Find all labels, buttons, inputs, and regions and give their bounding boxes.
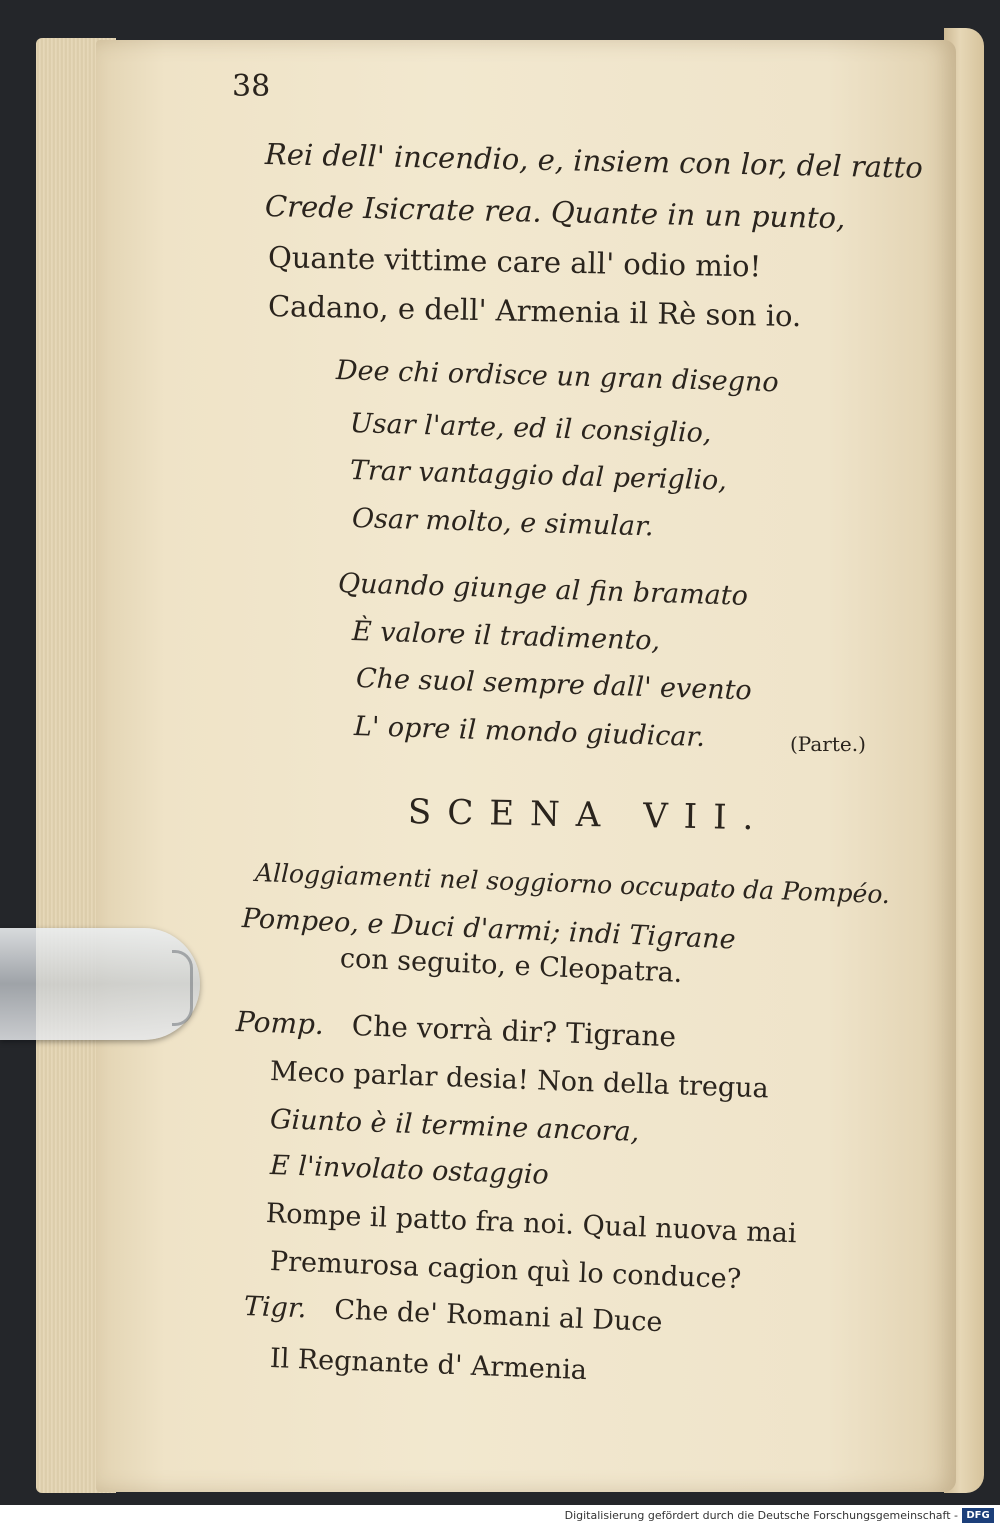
aria-line-7: Che suol sempre dall' evento	[355, 663, 753, 707]
recitative-line-1: Rei dell' incendio, e, insiem con lor, del ratto	[264, 137, 924, 185]
speaker-label: Tigr.	[243, 1291, 308, 1325]
dialogue-line-7	[243, 1291, 663, 1339]
dialogue-line-2: Meco parlar desia! Non della tregua	[269, 1056, 770, 1105]
stage-direction-exit: (Parte.)	[790, 732, 866, 756]
aria-line-5: Quando giunge al fin bramato	[337, 568, 749, 612]
characters-line-2: con seguito, e Cleopatra.	[339, 943, 684, 989]
page-number: 38	[232, 69, 271, 104]
recitative-line-4: Cadano, e dell' Armenia il Rè son io.	[267, 289, 802, 334]
dialogue-text: Che vorrà dir? Tigrane	[351, 1009, 677, 1054]
clip-edge	[172, 950, 193, 1026]
dialogue-line-4: E l'involato ostaggio	[269, 1150, 550, 1191]
dialogue-text: Che de' Romani al Duce	[333, 1294, 663, 1339]
aria-line-6: È valore il tradimento,	[351, 616, 661, 657]
speaker-label: Pomp.	[235, 1005, 325, 1042]
dialogue-line-3: Giunto è il termine ancora,	[269, 1104, 640, 1148]
aria-line-8: L' opre il mondo giudicar.	[353, 711, 706, 754]
dialogue-line-5: Rompe il patto fra noi. Qual nuova mai	[265, 1198, 798, 1250]
recitative-line-3: Quante vittime care all' odio mio!	[267, 240, 762, 284]
dialogue-line-1	[235, 1005, 677, 1054]
footer-credit: Digitalisierung gefördert durch die Deutsche Forschungsgemeinschaft -	[564, 1509, 958, 1522]
aria-line-3: Trar vantaggio dal periglio,	[349, 455, 728, 497]
page-holder-clip	[0, 928, 200, 1040]
dialogue-line-8: Il Regnante d' Armenia	[269, 1343, 588, 1387]
scene-setting: Alloggiamenti nel soggiorno occupato da Pompéo.	[254, 858, 891, 910]
aria-line-2: Usar l'arte, ed il consiglio,	[349, 408, 712, 450]
dfg-logo: DFG	[962, 1508, 994, 1523]
scene-heading: SCENA VII.	[407, 792, 770, 839]
aria-line-4: Osar molto, e simular.	[351, 503, 654, 543]
recitative-line-2: Crede Isicrate rea. Quante in un punto,	[264, 189, 846, 236]
characters-line-1: Pompeo, e Duci d'armi; indi Tigrane	[241, 903, 737, 956]
dialogue-line-6: Premurosa cagion quì lo conduce?	[269, 1246, 742, 1296]
aria-line-1: Dee chi ordisce un gran disegno	[335, 355, 780, 399]
